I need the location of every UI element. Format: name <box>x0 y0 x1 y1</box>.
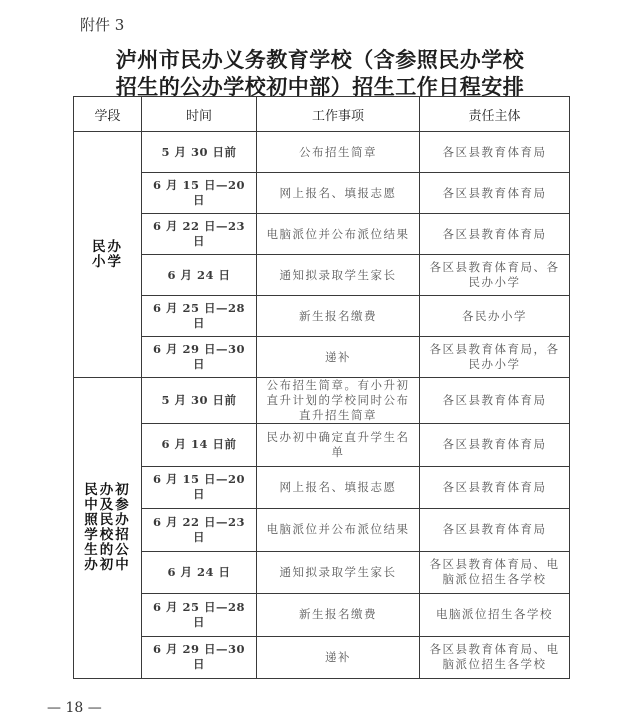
schedule-table <box>73 96 570 679</box>
stage-cell-junior-high <box>74 378 142 679</box>
time-cell: 6 月 29 日—30 日 <box>142 337 257 378</box>
stage-cell-primary <box>74 132 142 378</box>
time-cell: 6 月 25 日—28 日 <box>142 594 257 637</box>
task-cell: 新生报名缴费 <box>257 594 420 637</box>
time-cell: 6 月 15 日—20 日 <box>142 466 257 509</box>
task-cell: 递补 <box>257 636 420 679</box>
owner-cell: 各区县教育体育局 <box>420 509 570 552</box>
header-task: 工作事项 <box>257 97 420 132</box>
table-row <box>74 255 570 296</box>
table-row <box>74 466 570 509</box>
document-title-line-2: 招生的公办学校初中部）招生工作日程安排 <box>115 74 525 99</box>
owner-cell: 电脑派位招生各学校 <box>420 594 570 637</box>
task-cell: 递补 <box>257 337 420 378</box>
task-cell: 通知拟录取学生家长 <box>257 551 420 594</box>
header-stage: 学段 <box>74 97 142 132</box>
table-row <box>74 378 570 424</box>
task-cell: 新生报名缴费 <box>257 296 420 337</box>
stage-label-line: 民办 <box>92 238 123 255</box>
stage-label-line: 小学 <box>92 253 123 270</box>
table-row <box>74 551 570 594</box>
table-row <box>74 594 570 637</box>
task-cell: 电脑派位并公布派位结果 <box>257 214 420 255</box>
time-cell: 6 月 15 日—20 日 <box>142 173 257 214</box>
stage-label-line: 办初中 <box>84 557 131 573</box>
stage-label-line: 照民办 <box>84 512 131 528</box>
owner-cell: 各区县教育体育局、电脑派位招生各学校 <box>420 551 570 594</box>
owner-cell: 各区县教育体育局 <box>420 466 570 509</box>
task-cell: 民办初中确定直升学生名单 <box>257 424 420 467</box>
time-cell: 5 月 30 日前 <box>142 378 257 424</box>
header-owner: 责任主体 <box>420 97 570 132</box>
owner-cell: 各区县教育体育局 <box>420 132 570 173</box>
time-cell: 5 月 30 日前 <box>142 132 257 173</box>
document-title-line-1: 泸州市民办义务教育学校（含参照民办学校 <box>115 47 525 72</box>
table-row <box>74 296 570 337</box>
owner-cell: 各区县教育体育局 <box>420 214 570 255</box>
owner-cell: 各区县教育体育局 <box>420 173 570 214</box>
task-cell: 网上报名、填报志愿 <box>257 173 420 214</box>
table-row <box>74 214 570 255</box>
stage-label-line: 学校招 <box>84 527 131 543</box>
table-row <box>74 509 570 552</box>
header-time: 时间 <box>142 97 257 132</box>
page-number: — 18 — <box>47 700 102 716</box>
table-row <box>74 337 570 378</box>
owner-cell: 各区县教育体育局 <box>420 424 570 467</box>
task-cell: 电脑派位并公布派位结果 <box>257 509 420 552</box>
owner-cell: 各区县教育体育局、电脑派位招生各学校 <box>420 636 570 679</box>
time-cell: 6 月 24 日 <box>142 255 257 296</box>
task-cell: 公布招生简章。有小升初直升计划的学校同时公布直升招生简章 <box>257 378 420 424</box>
table-row <box>74 173 570 214</box>
owner-cell: 各区县教育体育局 <box>420 378 570 424</box>
owner-cell: 各区县教育体育局、各民办小学 <box>420 255 570 296</box>
time-cell: 6 月 22 日—23 日 <box>142 509 257 552</box>
stage-label-line: 民办初 <box>84 482 131 498</box>
table-header-row <box>74 97 570 132</box>
owner-cell: 各民办小学 <box>420 296 570 337</box>
stage-label-line: 生的公 <box>84 542 131 558</box>
task-cell: 网上报名、填报志愿 <box>257 466 420 509</box>
table-row <box>74 132 570 173</box>
attachment-label: 附件 3 <box>80 16 125 34</box>
table-row <box>74 424 570 467</box>
time-cell: 6 月 29 日—30 日 <box>142 636 257 679</box>
table-row <box>74 636 570 679</box>
time-cell: 6 月 14 日前 <box>142 424 257 467</box>
time-cell: 6 月 24 日 <box>142 551 257 594</box>
stage-label-line: 中及参 <box>84 497 131 513</box>
task-cell: 公布招生简章 <box>257 132 420 173</box>
time-cell: 6 月 22 日—23 日 <box>142 214 257 255</box>
task-cell: 通知拟录取学生家长 <box>257 255 420 296</box>
time-cell: 6 月 25 日—28 日 <box>142 296 257 337</box>
owner-cell: 各区县教育体育局，各民办小学 <box>420 337 570 378</box>
